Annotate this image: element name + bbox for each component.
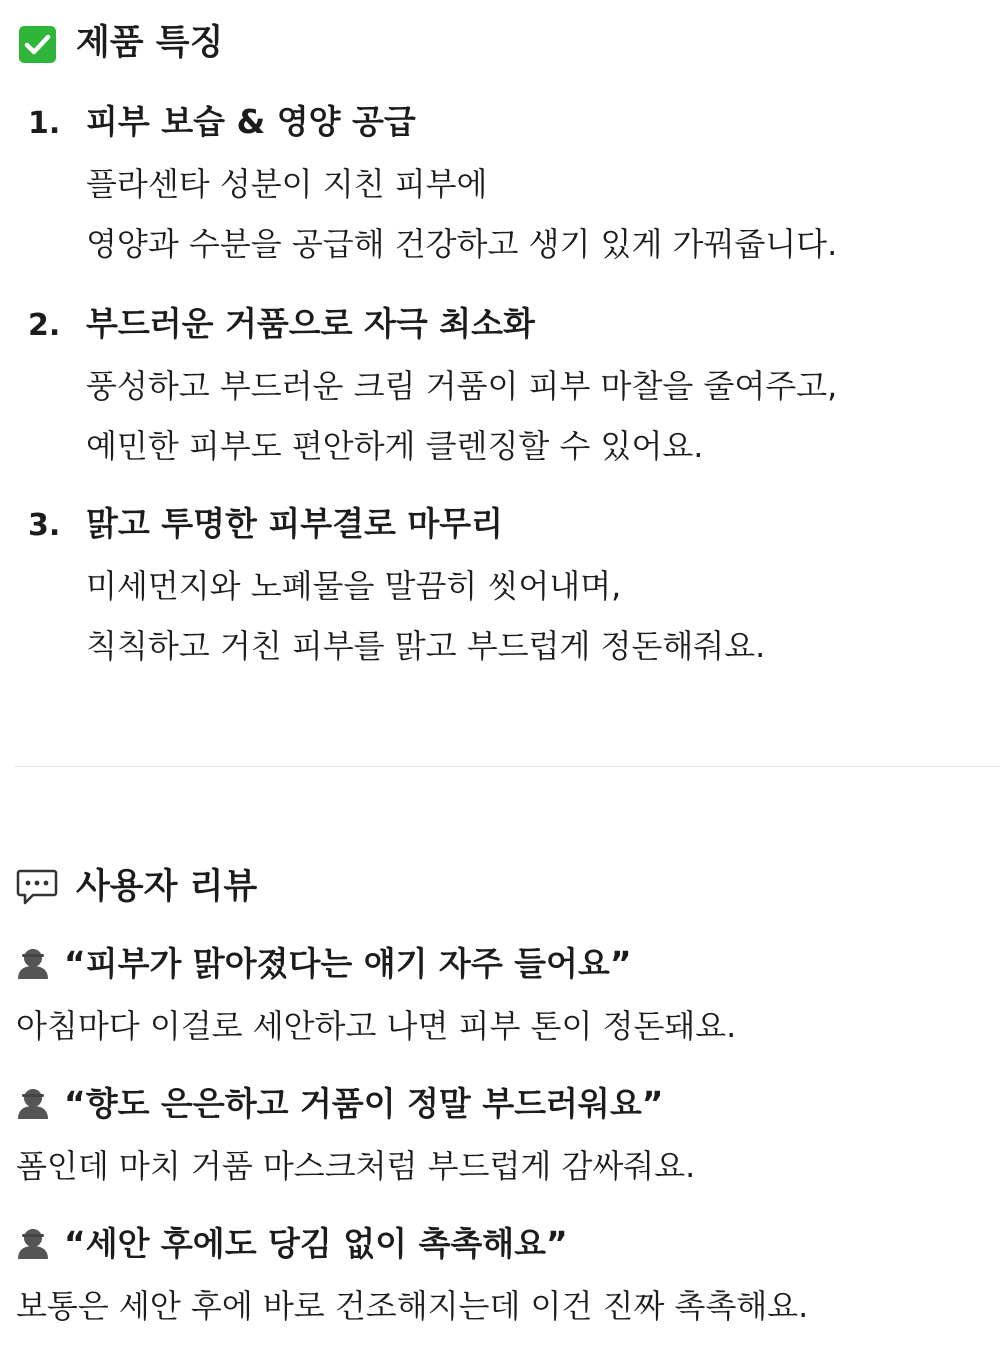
features-title: 제품 특징 [76, 23, 224, 63]
review-quote-3: “세안 후에도 당김 없이 촉촉해요” [64, 1224, 568, 1263]
feature-line-3-1: 미세먼지와 노폐물을 말끔히 씻어내며, [86, 567, 622, 605]
feature-line-1-2: 영양과 수분을 공급해 건강하고 생기 있게 가꿔줍니다. [86, 225, 838, 263]
review-quote-2: “향도 은은하고 거품이 정말 부드러워요” [64, 1084, 664, 1123]
feature-line-1-1: 플라센타 성분이 지친 피부에 [86, 165, 488, 203]
feature-line-2-1: 풍성하고 부드러운 크림 거품이 피부 마찰을 줄여주고, [86, 367, 838, 405]
speech-bubble-icon [16, 868, 58, 906]
user-silhouette-icon [16, 1226, 50, 1260]
review-text-2: 폼인데 마치 거품 마스크처럼 부드럽게 감싸줘요. [16, 1147, 696, 1185]
review-quote-1: “피부가 맑아졌다는 얘기 자주 들어요” [64, 944, 632, 983]
feature-line-2-2: 예민한 피부도 편안하게 클렌징할 수 있어요. [86, 427, 704, 465]
user-silhouette-icon [16, 946, 50, 980]
feature-line-3-2: 칙칙하고 거친 피부를 맑고 부드럽게 정돈해줘요. [86, 627, 766, 665]
feature-title-2: 부드러운 거품으로 자극 최소화 [86, 304, 535, 343]
check-box-icon [19, 26, 56, 63]
section-divider [14, 766, 1000, 767]
user-silhouette-icon [16, 1086, 50, 1120]
feature-title-1: 피부 보습 & 영양 공급 [86, 102, 416, 141]
feature-title-3: 맑고 투명한 피부결로 마무리 [86, 504, 504, 543]
feature-number-2: 2. [28, 308, 61, 343]
review-text-3: 보통은 세안 후에 바로 건조해지는데 이건 진짜 촉촉해요. [16, 1287, 809, 1325]
reviews-title: 사용자 리뷰 [76, 867, 258, 907]
feature-number-1: 1. [28, 106, 61, 141]
review-text-1: 아침마다 이걸로 세안하고 나면 피부 톤이 정돈돼요. [16, 1007, 737, 1045]
feature-number-3: 3. [28, 508, 61, 543]
